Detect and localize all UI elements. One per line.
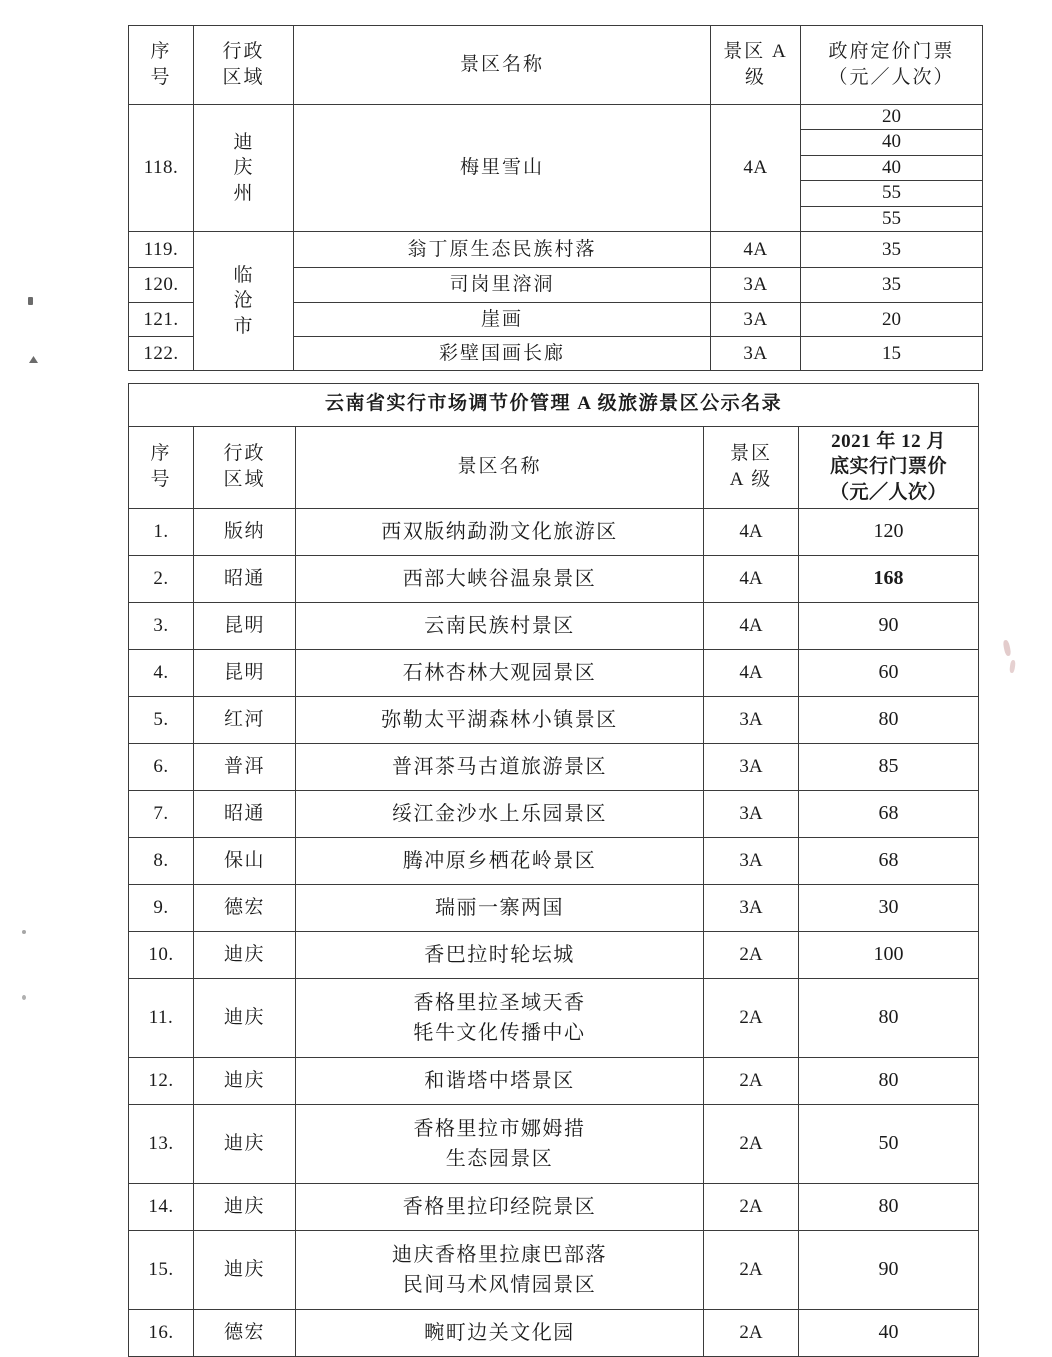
row-administrative-region: 迪庆 [194, 978, 296, 1057]
header-line: 区域 [223, 469, 266, 491]
price-entry: 55 [801, 181, 982, 206]
header-government-price [801, 26, 983, 105]
table-two-header-row [129, 426, 979, 508]
row-scenic-area-level: 2A [704, 1230, 799, 1309]
header-scenic-area-level [711, 26, 801, 105]
row-scenic-area-name: 翁丁原生态民族村落 [294, 232, 711, 268]
table-row [129, 1309, 979, 1356]
row-administrative-region: 昆明 [194, 649, 296, 696]
row-price: 30 [799, 884, 979, 931]
row-scenic-area-level: 2A [704, 1183, 799, 1230]
row-price: 80 [799, 696, 979, 743]
header-line: 序 [150, 443, 172, 465]
row-scenic-area-name: 司岗里溶洞 [294, 268, 711, 303]
header-scenic-area-level [704, 426, 799, 508]
row-scenic-area-level: 4A [711, 105, 801, 232]
row-scenic-area-name [296, 1183, 704, 1230]
row-scenic-area-name [296, 1104, 704, 1183]
name-line: 普洱茶马古道旅游景区 [392, 755, 607, 778]
row-sequence-number: 11. [129, 978, 194, 1057]
row-scenic-area-name [296, 649, 704, 696]
row-scenic-area-name [296, 1057, 704, 1104]
header-line: （元／人次） [828, 67, 955, 88]
row-administrative-region: 普洱 [194, 743, 296, 790]
price-entry: 55 [882, 207, 901, 229]
row-price: 68 [799, 837, 979, 884]
header-administrative-region [194, 426, 296, 508]
header-line: 行政 [222, 41, 265, 63]
row-sequence-number: 5. [129, 696, 194, 743]
row-scenic-area-level: 2A [704, 1057, 799, 1104]
row-price: 80 [799, 978, 979, 1057]
header-line: 序 [150, 41, 172, 63]
row-price: 20 [801, 303, 983, 337]
row-price: 15 [801, 337, 983, 371]
name-line: 西双版纳勐泐文化旅游区 [381, 520, 618, 543]
row-administrative-region [194, 105, 294, 232]
header-line: 号 [150, 469, 172, 491]
scan-artifact-mark [22, 930, 26, 934]
row-scenic-area-level: 3A [704, 743, 799, 790]
name-line: 瑞丽一寨两国 [435, 896, 564, 919]
table-row [129, 232, 983, 268]
table-row [129, 1057, 979, 1104]
row-price: 35 [801, 232, 983, 268]
row-sequence-number: 1. [129, 508, 194, 555]
row-administrative-region: 昆明 [194, 602, 296, 649]
region-char: 临 [233, 264, 254, 286]
government-priced-scenic-areas-table [128, 25, 983, 371]
row-scenic-area-level: 3A [704, 696, 799, 743]
header-line: 底实行门票价 [830, 456, 948, 478]
row-scenic-area-name [296, 743, 704, 790]
table-row [129, 1183, 979, 1230]
table-row [129, 837, 979, 884]
name-line: 生态园景区 [445, 1147, 554, 1170]
header-line: 2021 年 12 月 [831, 430, 946, 452]
header-sequence-number [129, 26, 194, 105]
header-sequence-number [129, 426, 194, 508]
row-scenic-area-name [296, 696, 704, 743]
row-sequence-number: 16. [129, 1309, 194, 1356]
row-price: 100 [799, 931, 979, 978]
name-line: 云南民族村景区 [424, 614, 575, 637]
row-scenic-area-name: 彩壁国画长廊 [294, 337, 711, 371]
table-two-banner-row [129, 384, 979, 427]
row-administrative-region: 昭通 [194, 555, 296, 602]
name-line: 西部大峡谷温泉景区 [402, 567, 597, 590]
name-line: 香格里拉印经院景区 [402, 1195, 597, 1218]
price-entry: 40 [801, 130, 982, 155]
header-scenic-area-name: 景区名称 [296, 426, 704, 508]
table-row [129, 743, 979, 790]
region-char: 沧 [233, 290, 254, 312]
table-row [129, 696, 979, 743]
row-scenic-area-name [296, 555, 704, 602]
header-scenic-area-name: 景区名称 [294, 26, 711, 105]
row-scenic-area-level: 3A [711, 268, 801, 303]
table-two-title: 云南省实行市场调节价管理 A 级旅游景区公示名录 [129, 384, 979, 427]
row-scenic-area-name: 梅里雪山 [294, 105, 711, 232]
region-char: 迪 [233, 131, 254, 153]
scan-artifact-mark [28, 297, 33, 305]
row-price-list [801, 105, 983, 232]
row-scenic-area-level: 3A [704, 837, 799, 884]
table-row [129, 884, 979, 931]
row-sequence-number: 2. [129, 555, 194, 602]
row-price: 85 [799, 743, 979, 790]
row-sequence-number: 8. [129, 837, 194, 884]
name-line: 牦牛文化传播中心 [413, 1021, 586, 1044]
row-sequence-number: 4. [129, 649, 194, 696]
row-scenic-area-name [296, 1230, 704, 1309]
price-entry: 20 [801, 105, 982, 130]
row-scenic-area-level: 2A [704, 978, 799, 1057]
row-price: 120 [799, 508, 979, 555]
row-price: 80 [799, 1057, 979, 1104]
name-line: 香巴拉时轮坛城 [424, 943, 575, 966]
row-price: 90 [799, 1230, 979, 1309]
row-sequence-number: 10. [129, 931, 194, 978]
header-line: 景区 A [723, 41, 788, 63]
row-administrative-region: 德宏 [194, 884, 296, 931]
region-char: 庆 [233, 157, 254, 179]
row-sequence-number: 6. [129, 743, 194, 790]
scan-artifact-mark [22, 995, 26, 1000]
row-scenic-area-level: 3A [711, 337, 801, 371]
row-sequence-number: 15. [129, 1230, 194, 1309]
row-price: 50 [799, 1104, 979, 1183]
header-line: 级 [744, 67, 766, 88]
row-sequence-number: 119. [129, 232, 194, 268]
header-line: 行政 [223, 443, 266, 465]
row-administrative-region: 保山 [194, 837, 296, 884]
table-row [129, 790, 979, 837]
row-sequence-number: 122. [129, 337, 194, 371]
row-scenic-area-name [296, 1309, 704, 1356]
row-scenic-area-level: 4A [704, 555, 799, 602]
name-line: 民间马术风情园景区 [402, 1273, 597, 1296]
row-administrative-region: 版纳 [194, 508, 296, 555]
scan-artifact-mark [29, 356, 38, 363]
row-sequence-number: 13. [129, 1104, 194, 1183]
row-sequence-number: 7. [129, 790, 194, 837]
row-scenic-area-level: 4A [711, 232, 801, 268]
price-entry: 40 [801, 156, 982, 181]
row-scenic-area-name [296, 978, 704, 1057]
row-sequence-number: 120. [129, 268, 194, 303]
row-administrative-region: 红河 [194, 696, 296, 743]
header-line: 区域 [222, 67, 265, 88]
name-line: 绥江金沙水上乐园景区 [392, 802, 607, 825]
row-sequence-number: 118. [129, 105, 194, 232]
table-row [129, 555, 979, 602]
row-scenic-area-level: 2A [704, 931, 799, 978]
name-line: 腾冲原乡栖花岭景区 [402, 849, 597, 872]
row-price: 40 [799, 1309, 979, 1356]
name-line: 和谐塔中塔景区 [424, 1069, 575, 1092]
table-row [129, 1104, 979, 1183]
row-sequence-number: 3. [129, 602, 194, 649]
row-price: 60 [799, 649, 979, 696]
row-scenic-area-name [296, 837, 704, 884]
region-char: 市 [233, 315, 254, 337]
row-administrative-region: 迪庆 [194, 1230, 296, 1309]
row-scenic-area-level: 3A [711, 303, 801, 337]
row-scenic-area-level: 3A [704, 884, 799, 931]
header-administrative-region [194, 26, 294, 105]
name-line: 石林杏林大观园景区 [402, 661, 597, 684]
row-administrative-region: 昭通 [194, 790, 296, 837]
table-row [129, 602, 979, 649]
row-scenic-area-level: 3A [704, 790, 799, 837]
region-char: 州 [233, 182, 254, 204]
scan-artifact-mark [1009, 660, 1016, 674]
row-scenic-area-level: 4A [704, 649, 799, 696]
row-administrative-region: 德宏 [194, 1309, 296, 1356]
scan-artifact-mark [1002, 640, 1011, 657]
row-price: 68 [799, 790, 979, 837]
table-row [129, 978, 979, 1057]
row-scenic-area-level: 2A [704, 1309, 799, 1356]
row-administrative-region: 迪庆 [194, 1183, 296, 1230]
row-administrative-region: 迪庆 [194, 931, 296, 978]
row-scenic-area-level: 4A [704, 602, 799, 649]
row-scenic-area-level: 2A [704, 1104, 799, 1183]
row-sequence-number: 121. [129, 303, 194, 337]
name-line: 迪庆香格里拉康巴部落 [392, 1243, 607, 1266]
header-line: （元／人次） [830, 481, 948, 503]
name-line: 香格里拉市娜姆措 [413, 1117, 586, 1140]
row-scenic-area-level: 4A [704, 508, 799, 555]
header-line: 政府定价门票 [828, 41, 955, 63]
row-scenic-area-name [296, 931, 704, 978]
table-one-header-row [129, 26, 983, 105]
table-row [129, 105, 983, 232]
header-line: 景区 [729, 443, 772, 465]
row-sequence-number: 12. [129, 1057, 194, 1104]
row-scenic-area-name [296, 508, 704, 555]
row-scenic-area-name: 崖画 [294, 303, 711, 337]
row-price: 80 [799, 1183, 979, 1230]
table-row [129, 931, 979, 978]
row-administrative-region: 迪庆 [194, 1057, 296, 1104]
header-actual-ticket-price [799, 426, 979, 508]
row-scenic-area-name [296, 602, 704, 649]
name-line: 弥勒太平湖森林小镇景区 [381, 708, 618, 731]
table-row [129, 1230, 979, 1309]
row-sequence-number: 9. [129, 884, 194, 931]
row-price: 90 [799, 602, 979, 649]
table-row [129, 508, 979, 555]
row-scenic-area-name [296, 884, 704, 931]
row-price: 168 [799, 555, 979, 602]
name-line: 香格里拉圣域天香 [413, 991, 586, 1014]
row-price: 35 [801, 268, 983, 303]
row-sequence-number: 14. [129, 1183, 194, 1230]
name-line: 畹町边关文化园 [424, 1321, 575, 1344]
market-regulated-scenic-areas-table [128, 383, 979, 1357]
table-row [129, 649, 979, 696]
header-line: 号 [150, 67, 172, 88]
row-administrative-region: 迪庆 [194, 1104, 296, 1183]
header-line: A 级 [729, 469, 773, 491]
row-administrative-region [194, 232, 294, 371]
row-scenic-area-name [296, 790, 704, 837]
